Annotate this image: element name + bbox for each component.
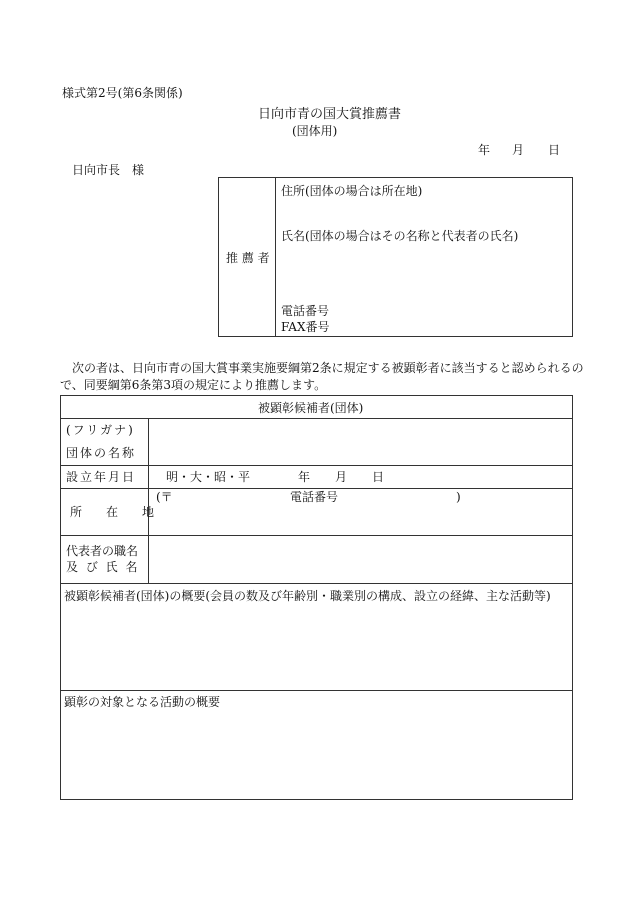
recommender-box [218,177,573,337]
body-text-line1: 次の者は、日向市青の国大賞事業実施要綱第2条に規定する被顕彰者に該当すると認められるの [72,361,584,375]
date-month: 月 [512,143,525,157]
label-column-divider [148,418,149,583]
established-day: 日 [372,470,385,484]
recommender-phone-label: 電話番号 [281,304,330,318]
recommender-fax-label: FAX番号 [281,320,330,334]
established-month: 月 [335,470,348,484]
candidate-header: 被顕彰候補者(団体) [258,401,364,415]
recommender-label: 推 薦 者 [226,251,270,265]
date-year: 年 [478,143,491,157]
representative-name-label: 及 び 氏 名 [66,560,140,574]
recommender-name-label: 氏名(団体の場合はその名称と代表者の氏名) [281,229,519,243]
date-day: 日 [548,143,561,157]
established-year: 年 [298,470,311,484]
location-phone-label: 電話番号 [290,490,339,504]
location-label: 所 在 地 [70,505,155,519]
form-subtitle: (団体用) [292,124,338,138]
form-title: 日向市青の国大賞推薦書 [258,107,402,122]
recommender-address-label: 住所(団体の場合は所在地) [281,184,423,198]
row-divider [60,418,573,419]
row-divider [60,488,573,489]
established-date-label: 設立年月日 [66,470,137,484]
furigana-label: (フリガナ) [66,423,135,437]
era-options: 明・大・昭・平 [166,470,251,484]
row-divider [60,690,573,691]
group-name-label: 団体の名称 [66,446,137,460]
row-divider [60,583,573,584]
overview-label: 被顕彰候補者(団体)の概要(会員の数及び年齢別・職業別の構成、設立の経緯、主な活動等) [64,589,551,603]
representative-title-label: 代表者の職名 [66,544,139,558]
postal-open: (〒 [156,490,173,504]
body-text-line2: で、同要綱第6条第3項の規定により推薦します。 [60,378,327,392]
addressee: 日向市長 様 [72,163,145,177]
form-number: 様式第2号(第6条関係) [62,86,183,100]
activity-label: 顕彰の対象となる活動の概要 [64,695,221,709]
paren-close: ) [456,490,461,504]
row-divider [60,465,573,466]
row-divider [60,535,573,536]
recommender-divider [275,177,276,337]
